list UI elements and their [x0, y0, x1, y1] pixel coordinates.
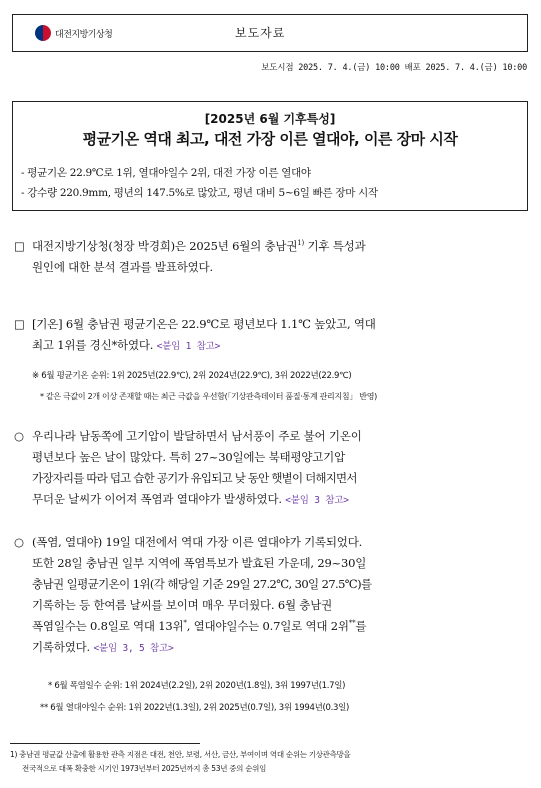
square-bullet-icon: □ [14, 239, 25, 253]
paragraph-text: 기후 특성과 [304, 239, 366, 253]
reference-link[interactable]: <붙임 3 참고> [285, 495, 349, 506]
intro-paragraph [14, 236, 366, 278]
footnote-text: 1) 충남권 평균값 산출에 활용한 관측 지점은 대전, 천안, 보령, 서산, 금산, 부여이며 역대 순위는 기상관측망을 [10, 750, 351, 759]
paragraph-text: 가장자리를 따라 덥고 습한 공기가 유입되고 낮 동안 햇볕이 더해지면서 [32, 471, 357, 485]
reference-link[interactable]: <붙임 3, 5 참고> [93, 643, 174, 654]
summary-line: - 강수량 220.9mm, 평년의 147.5%로 많았고, 평년 대비 5~6일 빠른 장마 시작 [21, 187, 378, 199]
summary-line: - 평균기온 22.9℃로 1위, 열대야일수 2위, 대전 가장 이른 열대야 [21, 167, 311, 179]
footnote-text: 전국적으로 대폭 확충한 시기인 1973년부터 2025년까지 총 53년 중의 순위임 [22, 764, 267, 773]
footnote [10, 748, 350, 776]
release-info: 보도시점 2025. 7. 4.(금) 10:00 배포 2025. 7. 4.(금) 10:00 [261, 63, 527, 73]
ranking-note: * 6월 폭염일수 순위: 1위 2024년(2.2일), 2위 2020년(1.8일), 3위 1997년(1.7일) [48, 681, 346, 691]
ranking-note: ※ 6월 평균기온 순위: 1위 2025년(22.9℃), 2위 2024년(22.9℃), 3위 2022년(22.9℃) [32, 371, 352, 381]
summary-title: 평균기온 역대 최고, 대전 가장 이른 열대야, 이른 장마 시작 [82, 130, 458, 148]
paragraph-text: 기록하였다. [32, 640, 94, 654]
temperature-paragraph [14, 314, 376, 357]
paragraph-text: 를 [355, 619, 367, 633]
paragraph-text: [기온] 6월 충남권 평균기온은 22.9℃로 평년보다 1.1℃ 높았고, 역대 [32, 317, 376, 331]
summary-subtitle: [2025년 6월 기후특성] [204, 112, 336, 126]
reference-link[interactable]: <붙임 1 참고> [156, 341, 221, 352]
paragraph-text: 우리나라 남동쪽에 고기압이 발달하면서 남서풍이 주로 불어 기온이 [32, 429, 362, 443]
paragraph-text: 대전지방기상청(청장 박경희)은 2025년 6월의 충남권 [32, 239, 298, 253]
paragraph-text: 원인에 대한 분석 결과를 발표하였다. [32, 260, 213, 274]
footnote-marker: * [183, 619, 187, 628]
org-name: 대전지방기상청 [55, 29, 113, 40]
circle-bullet-icon: ○ [14, 429, 24, 443]
ranking-note: ** 6월 열대야일수 순위: 1위 2022년(1.3일), 2위 2025년(0.7일), 3위 1994년(0.3일) [40, 703, 350, 713]
cause-paragraph [14, 426, 362, 511]
footnote-divider [10, 743, 200, 744]
paragraph-text: 충남권 일평균기온이 1위(각 해당일 기준 29일 27.2℃, 30일 27.5℃)를 [32, 577, 372, 591]
heatwave-paragraph [14, 532, 371, 659]
header-box [12, 14, 528, 52]
paragraph-text: 무더운 날씨가 이어져 폭염과 열대야가 발생하였다. [32, 492, 286, 506]
document-type: 보도자료 [235, 26, 286, 40]
paragraph-text: 최고 1위를 경신*하였다. [32, 338, 157, 352]
paragraph-text: 평년보다 높은 날이 많았다. 특히 27~30일에는 북태평양고기압 [32, 450, 345, 464]
circle-bullet-icon: ○ [14, 535, 24, 549]
paragraph-text: 기록하는 등 한여름 날씨를 보이며 매우 무더웠다. 6월 충남권 [32, 598, 333, 612]
paragraph-text: (폭염, 열대야) 19일 대전에서 역대 가장 이른 열대야가 기록되었다. [32, 535, 363, 549]
agency-logo [35, 25, 112, 41]
square-bullet-icon: □ [14, 317, 25, 331]
paragraph-text: 또한 28일 충남권 일부 지역에 폭염특보가 발효된 가운데, 29~30일 [32, 556, 367, 570]
footnote-marker: ** [348, 619, 356, 628]
paragraph-text: 폭염일수는 0.8일로 역대 13위 [32, 619, 184, 633]
kma-emblem-icon [35, 25, 51, 41]
footnote-marker: 1) [297, 239, 305, 248]
paragraph-text: , 열대야일수는 0.7일로 역대 2위 [186, 619, 349, 633]
summary-box [12, 101, 528, 211]
ranking-note: * 같은 극값이 2개 이상 존재할 때는 최근 극값을 우선함(「기상관측데이터 품질·통계 관리지침」 반영) [40, 392, 377, 401]
